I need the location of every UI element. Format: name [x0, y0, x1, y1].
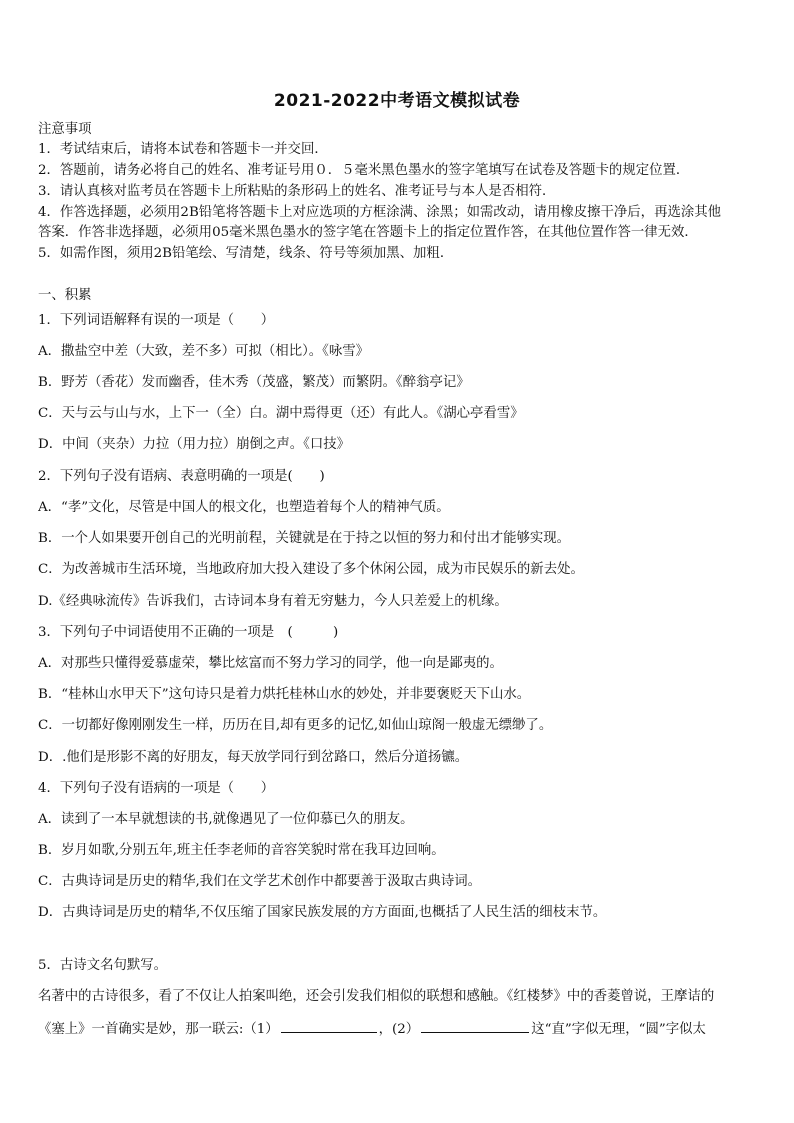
question-option: A．撒盐空中差（大致，差不多）可拟（相比）。《咏雪》 — [38, 344, 370, 359]
question-option: B．野芳（香花）发而幽香，佳木秀（茂盛，繁茂）而繁阴。《醉翁亭记》 — [38, 375, 470, 390]
question-option: B．“桂林山水甲天下”这句诗只是着力烘托桂林山水的妙处，并非要褒贬天下山水。 — [38, 687, 531, 702]
question-text-fill — [38, 1019, 768, 1039]
question-option: A．“孝”文化，尽管是中国人的根文化，也塑造着每个人的精神气质。 — [38, 500, 450, 515]
question-option: B．一个人如果要开创自己的光明前程，关键就是在于持之以恒的努力和付出才能够实现。 — [38, 531, 571, 546]
section-heading: 一、积累 — [38, 288, 92, 303]
notice-item: 答案．作答非选择题，必须用05毫米黑色墨水的签字笔在答题卡上的指定位置作答，在其他位置作答一律无效． — [38, 225, 698, 240]
question-option: D．.他们是形影不离的好朋友，每天放学同行到岔路口，然后分道扬镳。 — [38, 750, 469, 765]
notice-item: 2．答题前，请务必将自己的姓名、准考证号用０．５毫米黑色墨水的签字笔填写在试卷及答题卡的规定位置． — [38, 163, 690, 178]
question-text: 名著中的古诗很多，看了不仅让人拍案叫绝，还会引发我们相似的联想和感触。《红楼梦》中的香菱曾说，王摩诘的 — [38, 989, 715, 1004]
question-option: C．天与云与山与水，上下一（全）白。湖中焉得更（还）有此人。《湖心亭看雪》 — [38, 406, 524, 421]
question-option: D．中间（夹杂）力拉（用力拉）崩倒之声。《口技》 — [38, 437, 351, 452]
question-option: C．古典诗词是历史的精华,我们在文学艺术创作中都要善于汲取古典诗词。 — [38, 874, 481, 889]
notice-item: 5．如需作图，须用2B铅笔绘、写清楚，线条、符号等须加黑、加粗． — [38, 246, 454, 261]
question-option: D．古典诗词是历史的精华,不仅压缩了国家民族发展的方方面面,也概括了人民生活的细枝末节。 — [38, 905, 607, 920]
question-option: C．为改善城市生活环境，当地政府加大投入建设了多个休闲公园，成为市民娱乐的新去处。 — [38, 562, 584, 577]
notice-heading: 注意事项 — [38, 122, 92, 137]
question-option: B．岁月如歌,分别五年,班主任李老师的音容笑貌时常在我耳边回响。 — [38, 843, 445, 858]
question-stem: 1．下列词语解释有误的一项是（ ） — [38, 313, 275, 328]
question-text: 《塞上》一首确实是妙，那一联云:（1） — [38, 1022, 279, 1037]
question-text: ，(2） — [378, 1022, 420, 1037]
question-option: A．对那些只懂得爱慕虚荣，攀比炫富而不努力学习的同学，他一向是鄙夷的。 — [38, 656, 503, 671]
page-title: 2021-2022中考语文模拟试卷 — [273, 91, 521, 111]
question-stem: 2．下列句子没有语病、表意明确的一项是( ) — [38, 469, 325, 484]
question-option: D.《经典咏流传》告诉我们，古诗词本身有着无穷魅力，今人只差爱上的机缘。 — [38, 594, 508, 609]
notice-item: 1．考试结束后，请将本试卷和答题卡一并交回． — [38, 142, 328, 157]
question-stem: 3．下列句子中词语使用不正确的一项是 ( ) — [38, 625, 339, 640]
notice-item: 4．作答选择题，必须用2B铅笔将答题卡上对应选项的方框涂满、涂黑；如需改动，请用橡皮擦干净后，再选涂其他 — [38, 205, 722, 220]
notice-item: 3．请认真核对监考员在答题卡上所粘贴的条形码上的姓名、准考证号与本人是否相符． — [38, 184, 556, 199]
question-text: 这“直”字似无理，“圆”字似太 — [531, 1022, 706, 1037]
question-stem: 5．古诗文名句默写。 — [38, 958, 168, 973]
question-option: C．一切都好像刚刚发生一样，历历在目,却有更多的记忆,如仙山琼阁一般虚无缥缈了。 — [38, 718, 553, 733]
question-stem: 4．下列句子没有语病的一项是（ ） — [38, 781, 275, 796]
question-option: A．读到了一本早就想读的书,就像遇见了一位仰慕已久的朋友。 — [38, 812, 414, 827]
answer-blank[interactable] — [421, 1019, 529, 1033]
answer-blank[interactable] — [281, 1019, 377, 1033]
